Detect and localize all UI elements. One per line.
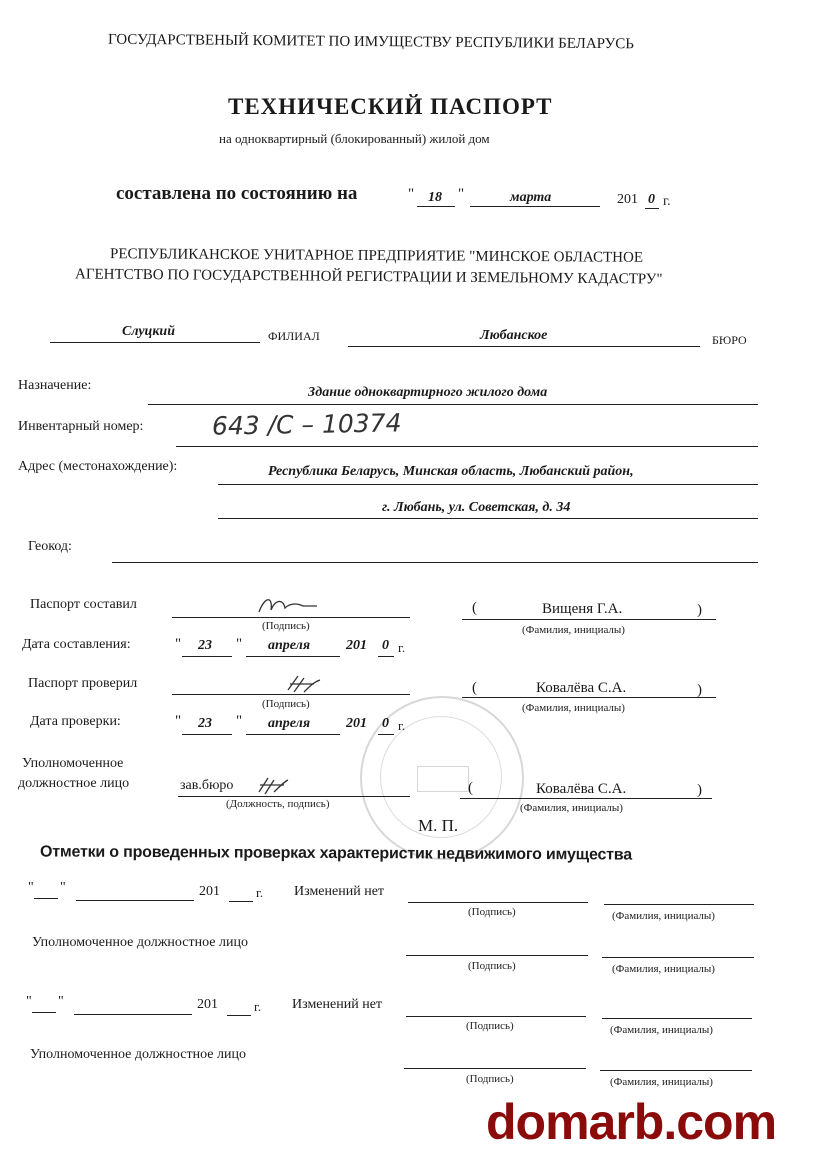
check2-day-line (32, 1012, 56, 1013)
check1-month-line (76, 900, 194, 901)
official-paren-open: ( (468, 780, 473, 796)
inventory-label: Инвентарный номер: (18, 419, 144, 434)
check2-month-line (74, 1014, 192, 1015)
check2-name-line (602, 1018, 752, 1019)
compiled-year-suffix: г. (398, 640, 406, 655)
compiled-month-line (246, 656, 340, 657)
check-quote-close: " (236, 713, 243, 729)
purpose-label: Назначение: (18, 378, 92, 393)
compiled-signature-caption: (Подпись) (262, 620, 310, 632)
seal-place-mark: М. П. (418, 816, 459, 835)
check2-name-caption: (Фамилия, инициалы) (610, 1024, 713, 1036)
organization-line-1: РЕСПУБЛИКАНСКОЕ УНИТАРНОЕ ПРЕДПРИЯТИЕ "МИНСКОЕ ОБЛАСТНОЕ (109, 246, 644, 266)
check1-official-name-line (602, 957, 754, 958)
check1-official-name-caption: (Фамилия, инициалы) (612, 963, 715, 975)
compiled-quote-close: " (236, 636, 243, 652)
document-subtitle: на одноквартирный (блокированный) жилой дом (219, 131, 490, 146)
state-year-line (645, 208, 659, 209)
checked-paren-close: ) (697, 682, 702, 698)
official-label-1: Уполномоченное (22, 756, 124, 771)
quote-open: " (408, 186, 415, 202)
check2-official: Уполномоченное должностное лицо (30, 1047, 246, 1062)
check1-year-suffix: г. (256, 885, 264, 900)
official-name-caption: (Фамилия, инициалы) (520, 802, 623, 814)
check1-signature-line (408, 902, 588, 903)
state-month-line (470, 206, 600, 207)
check-year-prefix: 201 (346, 716, 367, 731)
state-day-line (417, 206, 455, 207)
check-month: апреля (268, 716, 311, 731)
compiled-name-caption: (Фамилия, инициалы) (522, 624, 625, 636)
state-date-label: составлена по состоянию на (116, 183, 358, 204)
check2-signature-line (406, 1016, 586, 1017)
official-label-2: должностное лицо (18, 776, 130, 791)
bureau-value: Любанское (480, 328, 548, 343)
check1-year-line (229, 901, 253, 902)
check2-official-signature-caption: (Подпись) (466, 1073, 514, 1085)
document-title: ТЕХНИЧЕСКИЙ ПАСПОРТ (228, 94, 553, 119)
branch-label: ФИЛИАЛ (268, 329, 320, 343)
check1-official-signature-caption: (Подпись) (468, 960, 516, 972)
check2-quote-open: " (26, 994, 32, 1009)
check-year-line (378, 734, 394, 735)
committee-heading: ГОСУДАРСТВЕНЫЙ КОМИТЕТ ПО ИМУЩЕСТВУ РЕСПУБЛИКИ БЕЛАРУСЬ (107, 31, 635, 53)
compiled-quote-open: " (175, 636, 182, 652)
check-date-label: Дата проверки: (30, 714, 121, 729)
official-signature-line (178, 796, 410, 797)
check2-year-suffix: г. (254, 999, 262, 1014)
official-paren-close: ) (697, 782, 702, 798)
check2-official-signature-line (404, 1068, 586, 1069)
check2-year-line (227, 1015, 251, 1016)
compiled-day: 23 (198, 638, 212, 653)
inventory-line (176, 446, 758, 447)
check2-no-changes: Изменений нет (292, 997, 383, 1012)
compiled-paren-close: ) (697, 602, 702, 618)
check-year-digit: 0 (382, 716, 389, 731)
checked-name: Ковалёва С.А. (536, 680, 627, 696)
check1-day-line (34, 898, 58, 899)
compiled-year-line (378, 656, 394, 657)
check1-name-line (604, 904, 754, 905)
checked-paren-open: ( (472, 680, 477, 696)
state-year-prefix: 201 (617, 192, 638, 207)
official-signature (256, 774, 290, 798)
quote-close: " (458, 186, 465, 202)
organization-line-2: АГЕНТСТВО ПО ГОСУДАРСТВЕННОЙ РЕГИСТРАЦИИ И ЗЕМЕЛЬНОМУ КАДАСТРУ" (74, 266, 663, 288)
address-value-line-1: Республика Беларусь, Минская область, Любанский район, (268, 464, 634, 479)
compiled-by-label: Паспорт составил (30, 597, 137, 612)
address-label: Адрес (местонахождение): (18, 459, 178, 474)
compiled-signature (255, 592, 325, 618)
official-name-line (460, 798, 712, 799)
checked-signature (284, 672, 324, 698)
check1-official: Уполномоченное должностное лицо (32, 935, 248, 950)
official-position-caption: (Должность, подпись) (226, 798, 330, 810)
checked-name-line (462, 697, 716, 698)
purpose-value: Здание одноквартирного жилого дома (308, 385, 548, 400)
compiled-year-prefix: 201 (346, 638, 367, 653)
check1-signature-caption: (Подпись) (468, 906, 516, 918)
official-name: Ковалёва С.А. (536, 781, 627, 797)
check1-quote-close: " (60, 880, 66, 895)
check2-signature-caption: (Подпись) (466, 1020, 514, 1032)
branch-line (50, 342, 260, 343)
compiled-day-line (182, 656, 232, 657)
check-year-suffix: г. (398, 718, 406, 733)
check1-quote-open: " (28, 880, 34, 895)
compiled-date-label: Дата составления: (22, 637, 131, 652)
compiled-month: апреля (268, 638, 311, 653)
check-quote-open: " (175, 713, 182, 729)
state-year-digit: 0 (648, 192, 655, 207)
bureau-line (348, 346, 700, 347)
address-value-line-2: г. Любань, ул. Советская, д. 34 (382, 500, 571, 515)
checks-heading: Отметки о проведенных проверках характеристик недвижимого имущества (39, 843, 632, 864)
branch-value: Слуцкий (122, 324, 176, 339)
check1-no-changes: Изменений нет (294, 884, 385, 899)
geocode-line (112, 562, 758, 563)
check-month-line (246, 734, 340, 735)
geocode-label: Геокод: (28, 539, 72, 554)
state-day: 18 (428, 190, 442, 205)
check1-official-signature-line (406, 955, 588, 956)
check1-name-caption: (Фамилия, инициалы) (612, 910, 715, 922)
inventory-value: 643 /С – 10374 (211, 408, 402, 441)
site-watermark: domarb.com (486, 1094, 777, 1150)
checked-by-label: Паспорт проверил (28, 676, 138, 691)
address-line-1 (218, 484, 758, 485)
bureau-label: БЮРО (712, 333, 747, 347)
check-day-line (182, 734, 232, 735)
purpose-line (148, 404, 758, 405)
state-year-suffix: г. (663, 194, 671, 209)
state-month: марта (510, 190, 552, 205)
checked-name-caption: (Фамилия, инициалы) (522, 702, 625, 714)
compiled-year-digit: 0 (382, 638, 389, 653)
address-line-2 (218, 518, 758, 519)
compiled-paren-open: ( (472, 600, 477, 616)
check2-year-prefix: 201 (197, 997, 218, 1012)
compiled-name: Вищеня Г.А. (542, 601, 623, 617)
check1-year-prefix: 201 (199, 884, 220, 899)
check2-quote-close: " (58, 994, 64, 1009)
check2-official-name-line (600, 1070, 752, 1071)
check2-official-name-caption: (Фамилия, инициалы) (610, 1076, 713, 1088)
compiled-name-line (462, 619, 716, 620)
official-position: зав.бюро (180, 778, 234, 793)
checked-signature-caption: (Подпись) (262, 698, 310, 710)
check-day: 23 (198, 716, 212, 731)
